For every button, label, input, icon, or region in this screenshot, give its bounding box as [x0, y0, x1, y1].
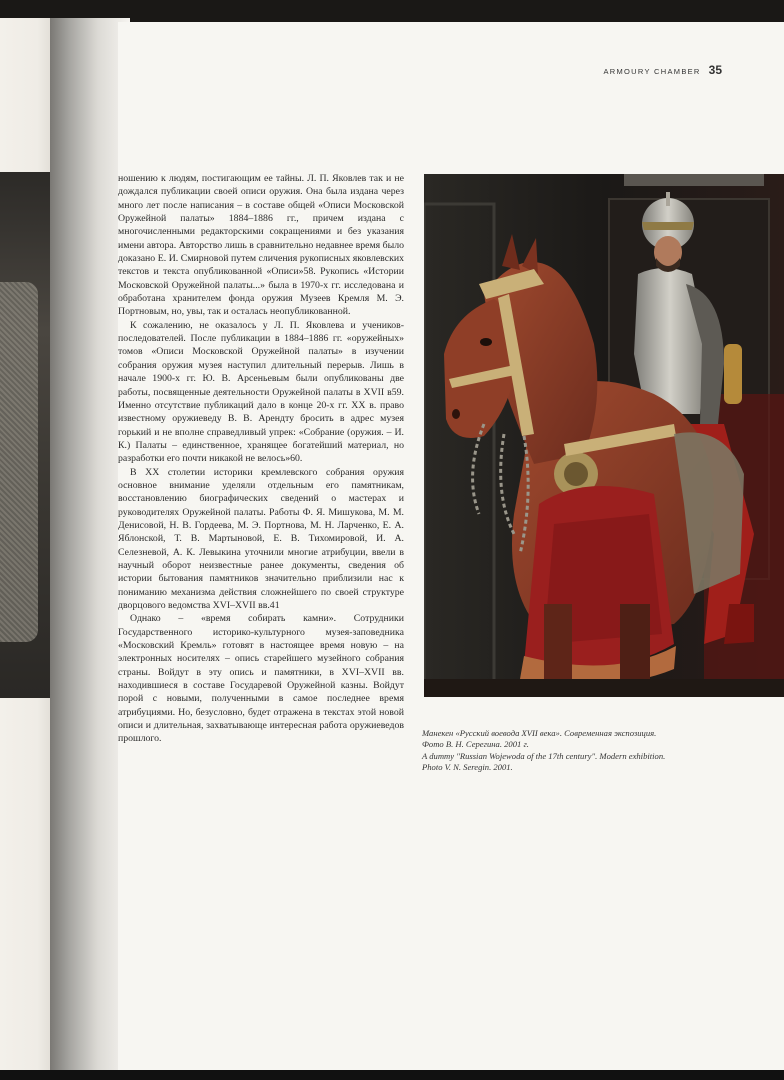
- bottom-shadow: [0, 1070, 784, 1080]
- running-header: [603, 63, 722, 77]
- caption-ru-line: Манекен «Русский воевода XVII века». Современная экспозиция.: [422, 728, 657, 738]
- armour-photo: [424, 174, 784, 697]
- photo-caption: [422, 728, 762, 774]
- chainmail-fragment: [0, 282, 38, 642]
- armoured-horseman-illustration: [424, 174, 784, 697]
- caption-en-credit: Photo V. N. Seregin. 2001.: [422, 762, 513, 773]
- right-page: [118, 22, 784, 1072]
- paragraph: Однако – «время собирать камни». Сотрудники Государственного историко-культурного музея-заповедника «Московский Кремль» готовят в настоящее время новую – на электронных носителях – опись старейшего музейного собрания страны. Войдут в эту опись и памятники, в XVI–XVII вв. находившиеся в составе Государевой Оружейной казны. Войдут порой с новыми, полученными в самое последнее время атрибуциями. Но, безусловно, будет отражена в текстах этой новой описи и длительная, захватывающе интересная работа оружиеведов прошлого.: [118, 613, 404, 745]
- section-title: ARMOURY CHAMBER: [603, 67, 701, 76]
- caption-en-line: A dummy "Russian Wojewoda of the 17th century". Modern exhibition.: [422, 750, 666, 761]
- paragraph: В XX столетии историки кремлевского собрания оружия основное внимание уделяли отдельным его памятникам, восстановлению биографических сведений о мастерах и руководителях Оружейной палаты. Работы Ф. Я. Мишукова, М. М. Денисовой, Н. В. Гордеева, М. Э. Портнова, М. Н. Ларченко, Е. А. Яблонской, Т. В. Мартыновой, Е. В. Тихомировой, И. А. Селезневой, А. К. Левыкина уточнили многие атрибуции, ввели в научный оборот неизвестные ранее документы, сведения об истории бытования памятников значительно приблизили нас к пониманию механизма действия сложнейшего по своей структуре дворцового ведомства XVI–XVII вв.41: [118, 466, 404, 611]
- paragraph: ношению к людям, постигающим ее тайны. Л. П. Яковлев так и не дождался публикации своей описи оружия. Она была издана через много лет после написания – в составе общей «Описи Московской Оружейной палаты» 1884–1886 гг., причем издана с многочисленными редакторскими сокращениями и без указания имени автора. Авторство лишь в сравнительно недавнее время было доказано Е. И. Смирновой путем сличения рукописных яковлевских текстов и текста опубликованной «Описи»58. Рукопись «Истории Московской Оружейной палаты...» была в 1970-х гг. исследована и обработана хранителем фонда оружия Музеев Кремля М. Э. Портновым, но, увы, так и осталась неопубликованной.: [118, 173, 404, 318]
- caption-ru-credit: Фото В. Н. Серегина. 2001 г.: [422, 739, 529, 750]
- page-number: 35: [708, 63, 722, 77]
- body-text-column: [118, 172, 404, 746]
- left-page-photo-fragment: [0, 172, 56, 698]
- paragraph: К сожалению, не оказалось у Л. П. Яковлева и учеников-последователей. После публикации в 1884–1886 гг. «оружейных» томов «Описи Московской Оружейной палаты» в изучении собрания оружия музея наступил длительный перерыв. Лишь в начале 1900-х гг. Ю. В. Арсеньевым были опубликованы две работы, посвященные деятельности Оружейной палаты в XVII в59. Именно отсутствие публикаций дало в конце 20-х гг. XX в. право известному оружиеведу В. В. Арендту бросить в адрес музея горький и не вполне справедливый упрек: «Собрание (оружия. – И. К.) Палаты – единственное, хранящее богатейший материал, но разработки его почти никакой не велось»60.: [118, 319, 404, 465]
